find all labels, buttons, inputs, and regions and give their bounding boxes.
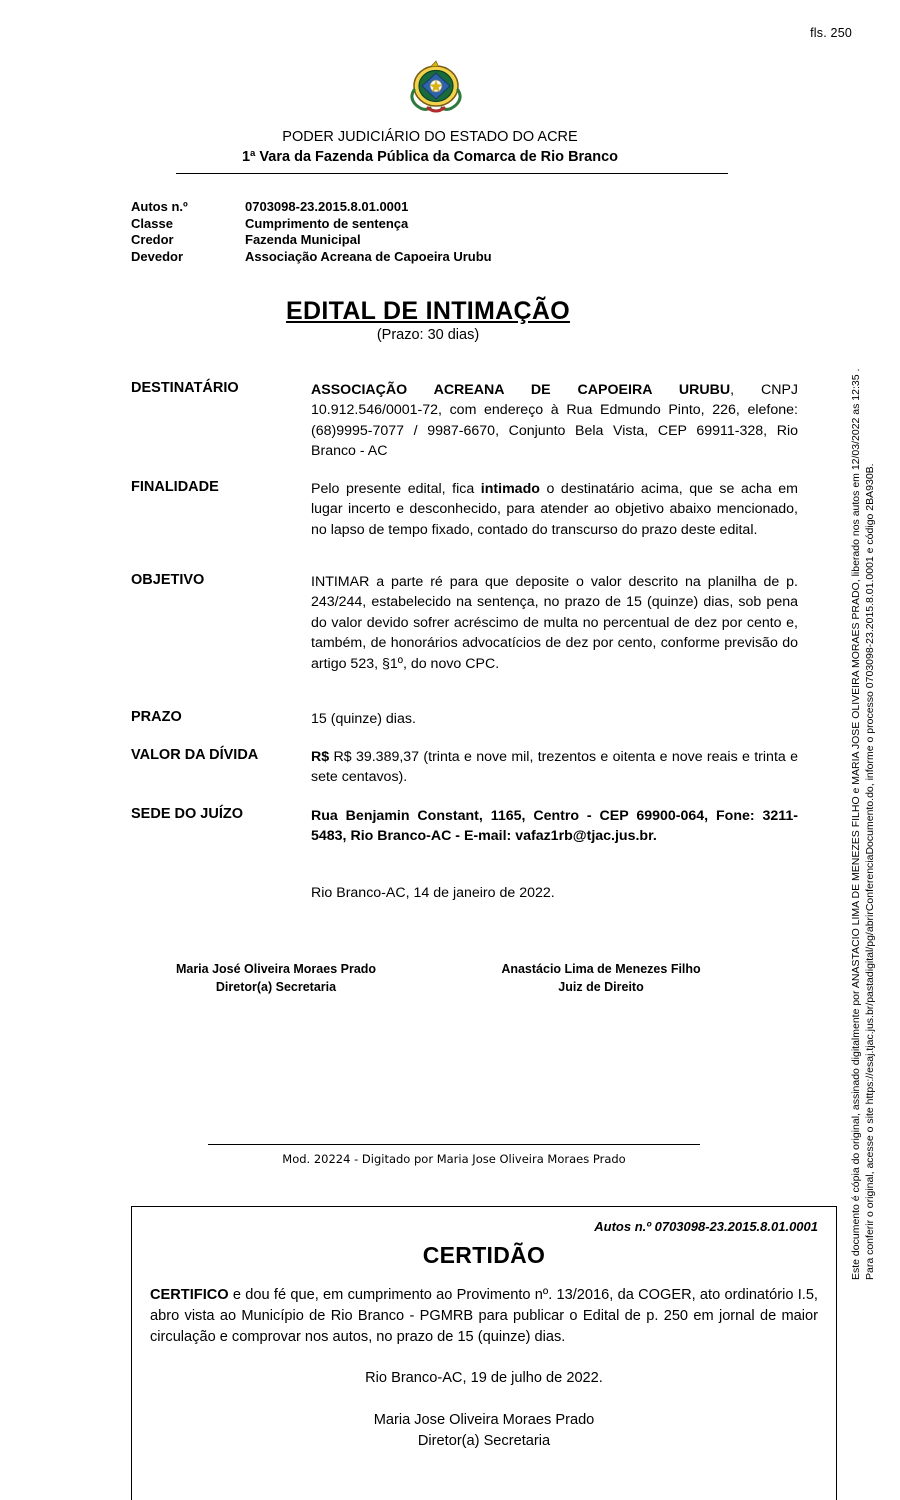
table-row [131, 216, 492, 233]
signature-secretary-role: Diretor(a) Secretaria [215, 980, 337, 995]
signature-judge-role: Juiz de Direito [558, 980, 644, 995]
section-prazo-text: 15 (quinze) dias. [311, 711, 416, 727]
finalidade-text-after: o destinatário acima, que se acha em lugar incerto e desconhecido, para atender ao objetivo abaixo mencionado, no lapso de tempo fixado, contado do transcurso do prazo deste edital. [311, 481, 799, 538]
certidao-signer-name: Maria Jose Oliveira Moraes Prado [373, 1412, 595, 1429]
header-divider [176, 173, 728, 174]
section-objetivo-text: INTIMAR a parte ré para que deposite o valor descrito na planilha de p. 243/244, estabelecido na sentença, no prazo de 15 (quinze) dias, sob pena do valor devido sofrer acréscimo de multa no percentual de dez por cento e, também, de honorários advocatícios de dez por cento, conforme previsão do artigo 523, §1º, do novo CPC. [311, 574, 798, 672]
certidao-signature [150, 1410, 818, 1451]
certidao-signer-role: Diretor(a) Secretaria [417, 1432, 551, 1449]
table-row [131, 249, 492, 266]
certidao-lead-word: CERTIFICO [150, 1287, 229, 1303]
section-sede-juizo-label: SEDE DO JUÍZO [131, 806, 243, 822]
process-info-key: Autos n.º [131, 199, 188, 214]
section-destinatario-text [311, 380, 798, 462]
section-objetivo-label: OBJETIVO [131, 572, 205, 588]
signature-secretary [131, 960, 421, 996]
process-info-key: Classe [131, 215, 173, 231]
digital-signature-stamp-line-2: Para conferir o original, acesse o site https://esaj.tjac.jus.br/pastadigital/pg/abrirConferenciaDocumento.do, informe o processo 0703098-23.2015.8.01.0001 e código 2BA930B. [864, 463, 876, 1280]
section-valor-divida-text [311, 747, 798, 788]
section-finalidade-label: FINALIDADE [131, 479, 219, 495]
page-subtitle: (Prazo: 30 dias) [376, 327, 480, 343]
court-header-line-2: 1ª Vara da Fazenda Pública da Comarca de Rio Branco [241, 148, 619, 165]
section-destinatario-label: DESTINATÁRIO [131, 380, 239, 396]
edital-city-date: Rio Branco-AC, 14 de janeiro de 2022. [311, 885, 555, 901]
certidao-city-date: Rio Branco-AC, 19 de julho de 2022. [365, 1370, 603, 1387]
process-info-value: Cumprimento de sentença [245, 215, 409, 231]
court-header-line-1: PODER JUDICIÁRIO DO ESTADO DO ACRE [282, 129, 578, 145]
certidao-body-text: e dou fé que, em cumprimento ao Provimento nº. 13/2016, da COGER, ato ordinatório I.5, abro vista ao Município de Rio Branco - PGMRB para publicar o Edital de p. 250 em jornal de maior circulação e comprovar nos autos, no prazo de 15 (quinze) dias. [150, 1287, 818, 1346]
process-info-value: Fazenda Municipal [245, 232, 361, 248]
destinatario-name: ASSOCIAÇÃO ACREANA DE CAPOEIRA URUBU [311, 382, 731, 398]
signature-judge-name: Anastácio Lima de Menezes Filho [501, 962, 701, 976]
page-folio-number: fls. 250 [810, 26, 852, 40]
table-row [131, 232, 492, 249]
footer-divider [208, 1144, 700, 1145]
section-valor-divida-label: VALOR DA DÍVIDA [131, 747, 259, 763]
valor-currency-symbol: R$ [311, 749, 330, 765]
certidao-box [131, 1206, 837, 1500]
process-info-value: Associação Acreana de Capoeira Urubu [245, 248, 492, 264]
certidao-title: CERTIDÃO [422, 1242, 546, 1268]
valor-amount: R$ 39.389,37 (trinta e nove mil, trezentos e oitenta e nove reais e trinta e sete centavos). [311, 749, 798, 786]
process-info-value: 0703098-23.2015.8.01.0001 [245, 199, 409, 214]
certidao-body [150, 1285, 818, 1348]
finalidade-text-before: Pelo presente edital, fica [311, 481, 481, 497]
process-info-key: Devedor [131, 248, 184, 264]
table-row [131, 199, 492, 216]
court-header [120, 128, 740, 167]
section-sede-juizo-text: Rua Benjamin Constant, 1165, Centro - CEP 69900-064, Fone: 3211-5483, Rio Branco-AC - E-mail: vafaz1rb@tjac.jus.br. [311, 808, 798, 845]
section-prazo-label: PRAZO [131, 709, 182, 725]
signature-secretary-name: Maria José Oliveira Moraes Prado [175, 962, 377, 976]
process-info-table [131, 199, 492, 266]
footer-note: Mod. 20224 - Digitado por Maria Jose Oliveira Moraes Prado [282, 1152, 626, 1166]
coat-of-arms-icon [406, 56, 466, 124]
process-info-key: Credor [131, 232, 174, 248]
signature-judge [461, 960, 741, 996]
finalidade-emphasis: intimado [480, 481, 540, 497]
page-title: EDITAL DE INTIMAÇÃO [286, 297, 570, 325]
section-finalidade-text [311, 479, 798, 540]
digital-signature-stamp-line-1: Este documento é cópia do original, assinado digitalmente por ANASTACIO LIMA DE MENEZES FILHO e MARIA JOSE OLIVEIRA MORAES PRADO, liberado nos autos em 12/03/2022 as 12:35 . [850, 368, 862, 1280]
certidao-autos-number: Autos n.º 0703098-23.2015.8.01.0001 [594, 1219, 818, 1234]
destinatario-details: , CNPJ 10.912.546/0001-72, com endereço à Rua Edmundo Pinto, 226, elefone: (68)9995-7077 / 9987-6670, Conjunto Bela Vista, CEP 69911-328, Rio Branco - AC [311, 382, 798, 460]
